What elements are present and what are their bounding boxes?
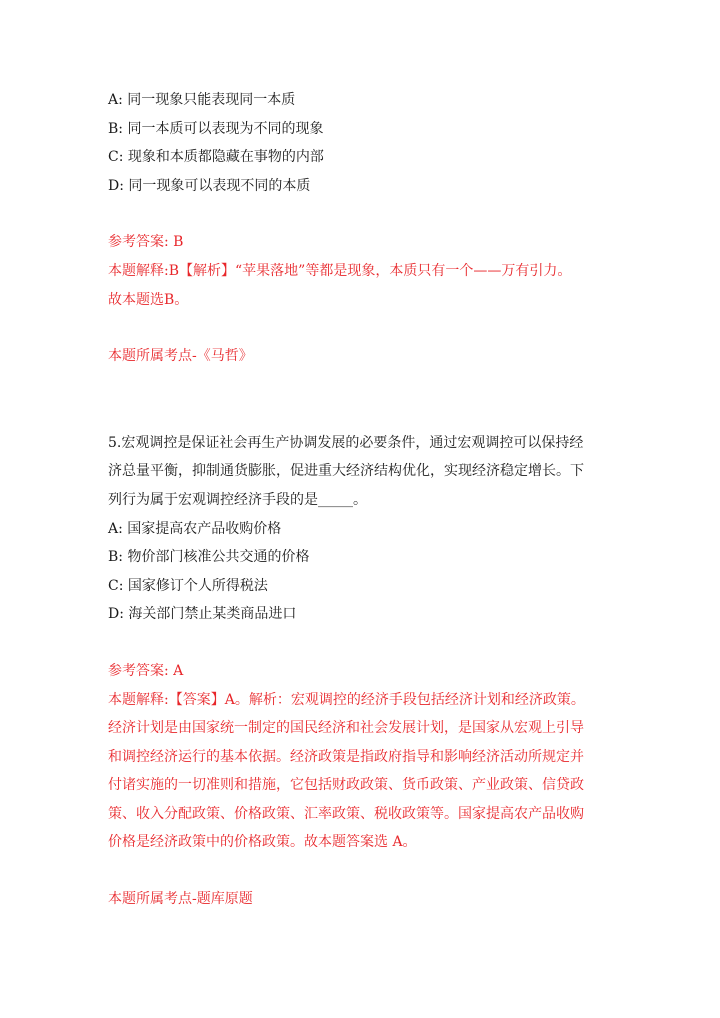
q5-option-b: B: 物价部门核准公共交通的价格	[108, 549, 310, 566]
q5-explanation-line: 经济计划是由国家统一制定的国民经济和社会发展计划，是国家从宏观上引导	[108, 720, 584, 737]
q5-answer: 参考答案: A	[108, 662, 184, 679]
spacer	[108, 857, 614, 885]
q5-topic: 本题所属考点-题库原题	[108, 891, 253, 908]
q5-options	[108, 515, 614, 629]
q4-explanation-line: 故本题选B。	[108, 291, 189, 308]
q4-option-a: A: 同一现象只能表现同一本质	[108, 92, 296, 108]
spacer	[108, 314, 614, 342]
q5-explanation-line: 策、收入分配政策、价格政策、汇率政策、税收政策等。国家提高农产品收购	[108, 805, 584, 822]
q5-question	[108, 429, 614, 515]
q5-explanation-line: 和调控经济运行的基本依据。经济政策是指政府指导和影响经济活动所规定并	[108, 748, 584, 765]
spacer	[108, 629, 614, 657]
spacer	[108, 200, 614, 228]
q5-explanation-line: 本题解释:【答案】A。解析：宏观调控的经济手段包括经济计划和经济政策。	[108, 691, 585, 708]
q5-answer-block	[108, 657, 614, 857]
q5-option-d: D: 海关部门禁止某类商品进口	[108, 606, 297, 623]
q4-option-d: D: 同一现象可以表现不同的本质	[108, 177, 311, 194]
spacer	[108, 371, 614, 429]
q5-explanation-line: 付诸实施的一切准则和措施，它包括财政政策、货币政策、产业政策、信贷政	[108, 777, 584, 794]
q5-explanation-line: 价格是经济政策中的价格政策。故本题答案选 A。	[108, 834, 417, 851]
q4-answer-block	[108, 228, 614, 314]
q4-option-c: C: 现象和本质都隐藏在事物的内部	[108, 149, 324, 166]
q4-answer: 参考答案: B	[108, 234, 184, 251]
q4-options	[108, 86, 614, 200]
q5-option-a: A: 国家提高农产品收购价格	[108, 520, 282, 537]
q5-question-line: 济总量平衡，抑制通货膨胀，促进重大经济结构优化，实现经济稳定增长。下	[108, 463, 584, 480]
q4-explanation-line: 本题解释:B【解析】“苹果落地”等都是现象，本质只有一个——万有引力。	[108, 262, 572, 279]
q5-option-c: C: 国家修订个人所得税法	[108, 577, 268, 594]
document-page	[108, 86, 614, 914]
q4-option-b: B: 同一本质可以表现为不同的现象	[108, 120, 324, 137]
q5-question-line: 列行为属于宏观调控经济手段的是_____。	[108, 491, 367, 508]
q5-question-line: 5.宏观调控是保证社会再生产协调发展的必要条件，通过宏观调控可以保持经	[108, 434, 584, 451]
q4-topic: 本题所属考点-《马哲》	[108, 348, 253, 365]
